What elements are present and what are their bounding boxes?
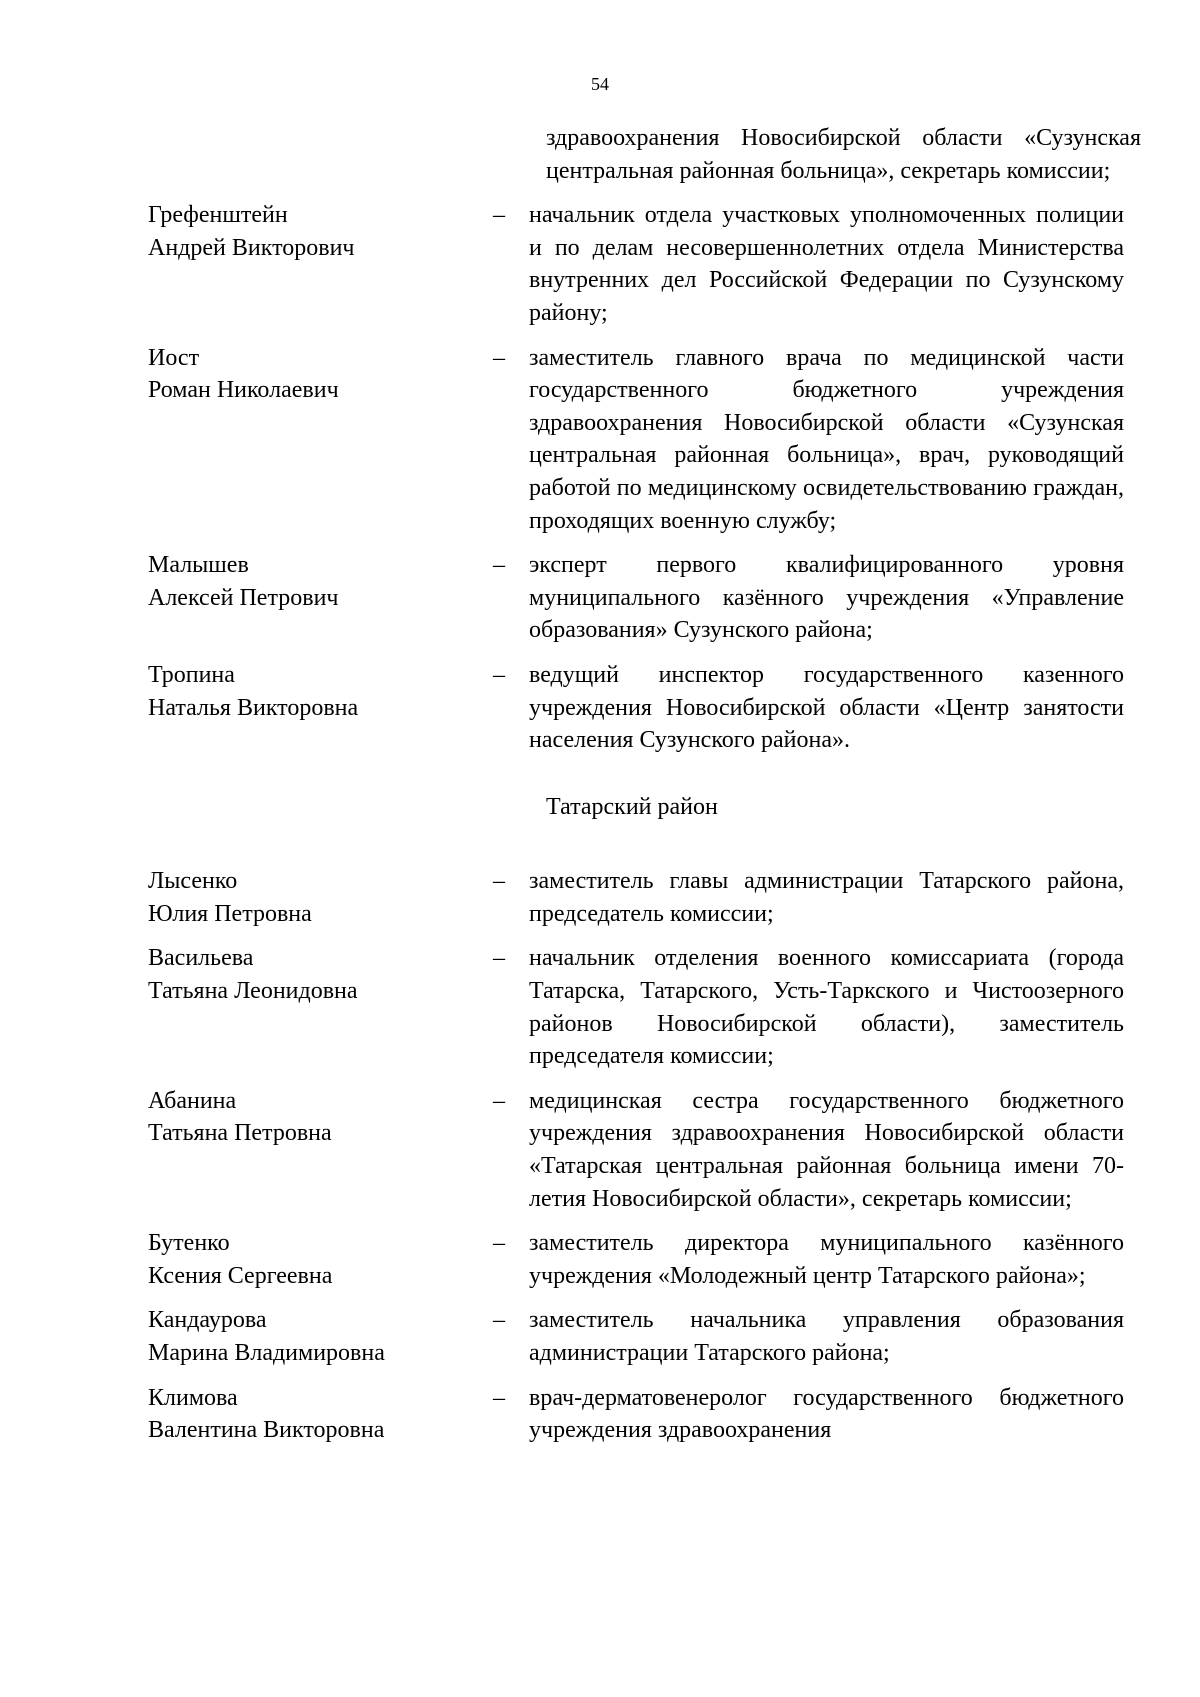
member-entry xyxy=(148,342,1138,538)
member-entry xyxy=(148,1382,1138,1447)
member-role: начальник отдела участковых уполномоченных полиции и по делам несовершеннолетних отдела Министерства внутренних дел Российской Федерации по Сузунскому району; xyxy=(529,202,1124,326)
member-surname: Грефенштейн xyxy=(148,202,288,229)
dash-separator: – xyxy=(493,1087,505,1114)
member-surname: Лысенко xyxy=(148,868,238,895)
member-entry xyxy=(148,549,1138,647)
member-role: заместитель главы администрации Татарского района, председатель комиссии; xyxy=(529,868,1124,927)
member-given-name: Валентина Викторовна xyxy=(148,1417,385,1444)
member-name xyxy=(148,1227,493,1292)
member-entry xyxy=(148,199,1138,329)
member-role: заместитель главного врача по медицинской части государственного бюджетного учреждения здравоохранения Новосибирской области «Сузунская центральная районная больница», врач, руководящий работой по медицинскому освидетельствованию граждан, проходящих военную службу; xyxy=(529,344,1124,534)
section-heading: Татарский район xyxy=(546,793,718,820)
continued-role-text: здравоохранения Новосибирской области «Сузунская центральная районная больница», секретарь комиссии; xyxy=(546,125,1141,184)
dash-separator: – xyxy=(493,1307,505,1334)
member-surname: Малышев xyxy=(148,552,249,579)
member-given-name: Марина Владимировна xyxy=(148,1340,385,1366)
page-number: 54 xyxy=(591,74,609,94)
member-entry xyxy=(148,865,1138,930)
member-name xyxy=(148,1085,493,1215)
dash-separator: – xyxy=(493,202,505,229)
member-surname: Иост xyxy=(148,344,200,371)
member-name xyxy=(148,199,493,329)
member-entry xyxy=(148,1085,1138,1215)
dash-separator: – xyxy=(493,1384,505,1411)
member-surname: Бутенко xyxy=(148,1230,230,1257)
member-name xyxy=(148,342,493,538)
member-role: медицинская сестра государственного бюджетного учреждения здравоохранения Новосибирской области «Татарская центральная районная больница имени 70-летия Новосибирской области», секретарь комиссии; xyxy=(529,1087,1124,1212)
member-surname: Абанина xyxy=(148,1087,237,1114)
member-surname: Климова xyxy=(148,1384,238,1411)
suzun-members xyxy=(148,199,1138,757)
member-name xyxy=(148,1382,493,1447)
member-entry xyxy=(148,942,1138,1072)
commission-list xyxy=(148,122,1141,1459)
member-given-name: Андрей Викторович xyxy=(148,234,355,261)
member-role: заместитель директора муниципального казённого учреждения «Молодежный центр Татарского района»; xyxy=(529,1230,1124,1289)
dash-separator: – xyxy=(493,661,505,688)
member-surname: Кандаурова xyxy=(148,1307,267,1334)
member-given-name: Наталья Викторовна xyxy=(148,694,359,721)
member-role: начальник отделения военного комиссариата (города Татарска, Татарского, Усть-Таркского и Чистоозерного районов Новосибирской области), заместитель председателя комиссии; xyxy=(529,945,1124,1070)
member-role: ведущий инспектор государственного казенного учреждения Новосибирской области «Центр занятости населения Сузунского района». xyxy=(529,661,1124,754)
dash-separator: – xyxy=(493,945,505,972)
dash-separator: – xyxy=(493,552,505,579)
member-given-name: Татьяна Леонидовна xyxy=(148,978,358,1005)
dash-separator: – xyxy=(493,1230,505,1257)
tatarsk-members xyxy=(148,865,1138,1447)
member-name xyxy=(148,865,493,930)
member-name xyxy=(148,942,493,1072)
dash-separator: – xyxy=(493,868,505,895)
dash-separator: – xyxy=(493,344,505,371)
member-given-name: Юлия Петровна xyxy=(148,900,312,927)
member-entry xyxy=(148,1304,1138,1369)
member-name xyxy=(148,659,493,757)
member-role: эксперт первого квалифицированного уровня муниципального казённого учреждения «Управление образования» Сузунского района; xyxy=(529,552,1124,644)
member-entry xyxy=(148,1227,1138,1292)
member-role: врач-дерматовенеролог государственного бюджетного учреждения здравоохранения xyxy=(529,1384,1124,1444)
member-given-name: Татьяна Петровна xyxy=(148,1120,332,1147)
member-surname: Васильева xyxy=(148,945,254,972)
member-given-name: Алексей Петрович xyxy=(148,584,339,611)
member-entry xyxy=(148,659,1138,757)
member-role: заместитель начальника управления образования администрации Татарского района; xyxy=(529,1307,1124,1366)
member-name xyxy=(148,1304,493,1369)
member-surname: Тропина xyxy=(148,661,235,688)
member-given-name: Ксения Сергеевна xyxy=(148,1262,333,1289)
member-name xyxy=(148,549,493,647)
member-given-name: Роман Николаевич xyxy=(148,377,339,404)
